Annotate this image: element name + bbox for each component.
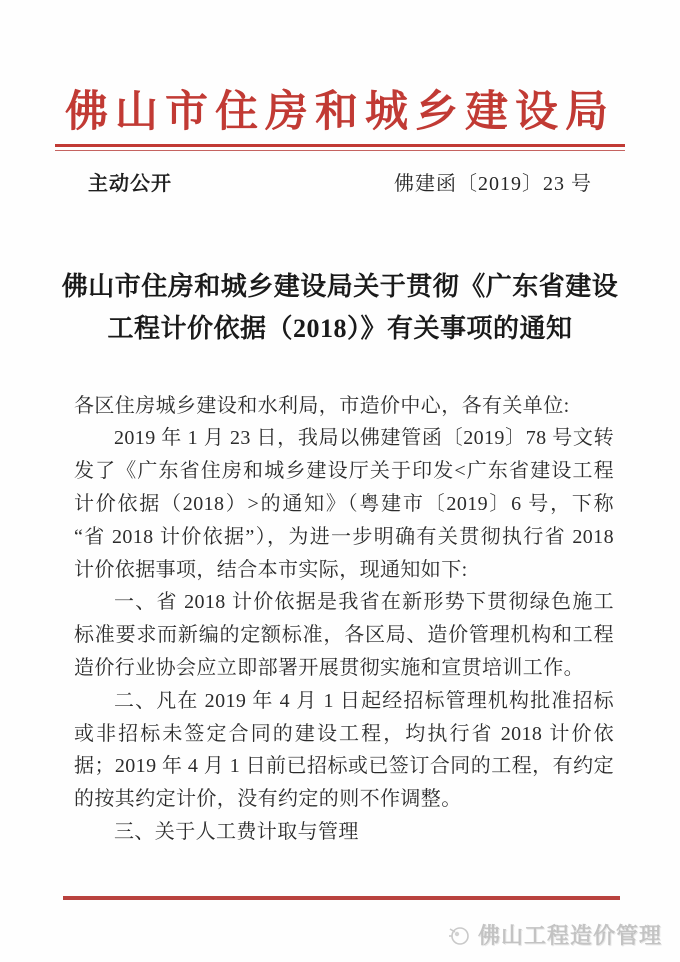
body-paragraph: 2019 年 1 月 23 日，我局以佛建管函〔2019〕78 号文转发了《广东省住房和城乡建设厅关于印发<广东省建设工程计价依据（2018）>的通知》（粤建市〔2019〕6 号，下称 “省 2018 计价依据”），为进一步明确有关贯彻执行省 2018 计价依据事项，结合本市实际，现通知如下: (74, 427, 614, 581)
bottom-rule (63, 896, 620, 900)
document-title-line2: 工程计价依据（2018）》有关事项的通知 (107, 314, 573, 344)
letterhead-double-rule (55, 144, 625, 151)
disclosure-label: 主动公开 (88, 173, 172, 196)
agency-letterhead: 佛山市住房和城乡建设局 (65, 89, 615, 136)
document-title-line1: 佛山市住房和城乡建设局关于贯彻《广东省建设 (61, 272, 619, 302)
document-number: 佛建函〔2019〕23 号 (394, 173, 592, 196)
body-paragraph: 三、关于人工费计取与管理 (114, 820, 359, 843)
document-title (60, 266, 620, 349)
meta-row (88, 167, 592, 196)
watermark-text: 佛山工程造价管理 (477, 923, 662, 948)
watermark-logo-icon (446, 923, 472, 947)
watermark (446, 919, 662, 950)
document-body (74, 390, 614, 849)
body-paragraph: 二、凡在 2019 年 4 月 1 日起经招标管理机构批准招标或非招标未签定合同的建设工程，均执行省 2018 计价依据；2019 年 4 月 1 日前已招标或已签订合同的工程，有约定的按其约定计价，没有约定的则不作调整。 (74, 689, 614, 811)
body-paragraph: 一、省 2018 计价依据是我省在新形势下贯彻绿色施工标准要求而新编的定额标准，各区局、造价管理机构和工程造价行业协会应立即部署开展贯彻实施和宣贯培训工作。 (74, 591, 614, 679)
salutation: 各区住房城乡建设和水利局，市造价中心，各有关单位: (74, 394, 570, 417)
